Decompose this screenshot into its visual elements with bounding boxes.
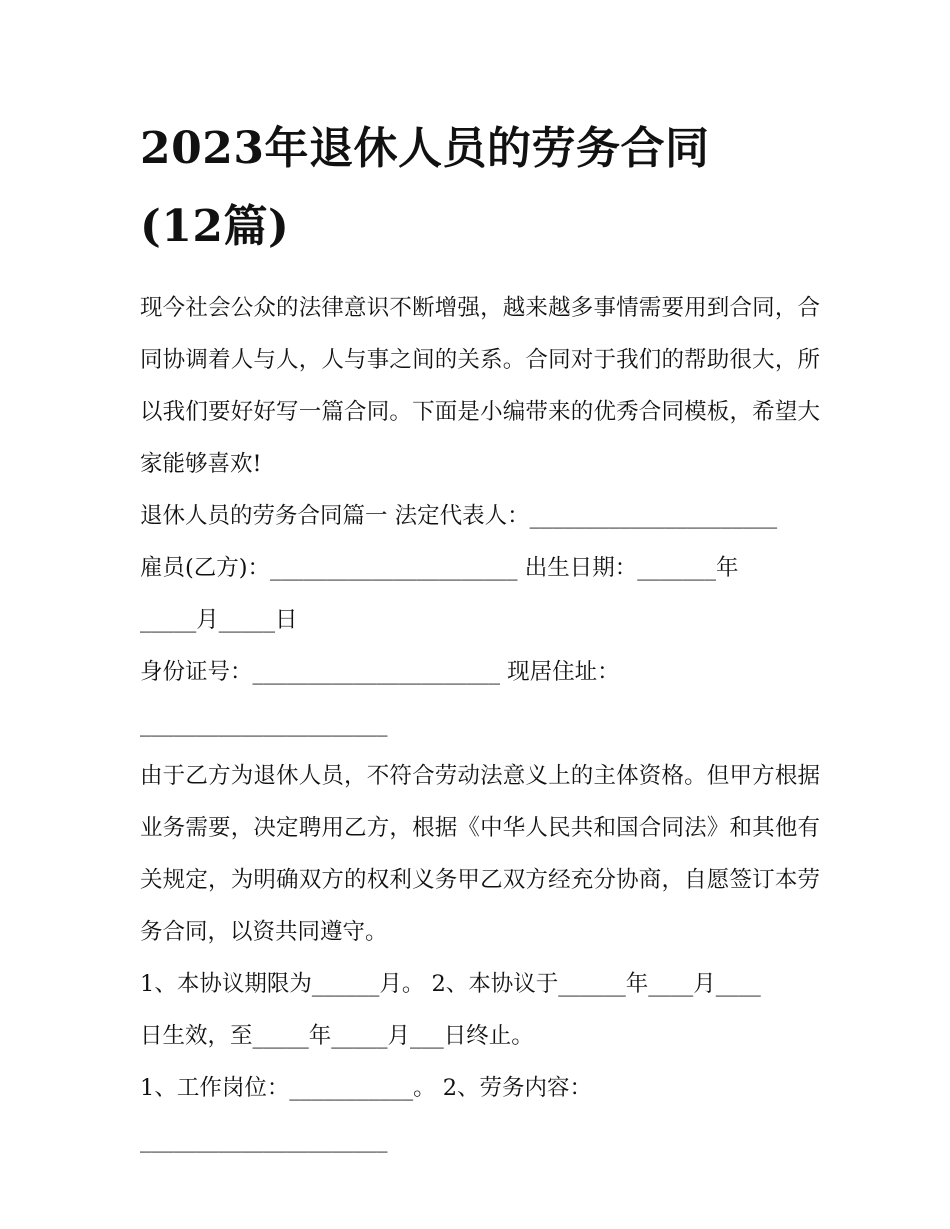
job-position-line: 1、工作岗位：___________。 2、劳务内容：: [140, 1075, 593, 1101]
id-address-line: 身份证号：______________________ 现居住址：: [140, 659, 620, 685]
legal-representative-line: 退休人员的劳务合同篇一 法定代表人：______________________: [140, 503, 778, 529]
body-paragraph: 由于乙方为退休人员，不符合劳动法意义上的主体资格。但甲方根据业务需要，决定聘用乙方，根据《中华人民共和国合同法》和其他有关规定，为明确双方的权利义务甲乙双方经充分协商，自愿签订本劳务合同，以资共同遵守。: [140, 763, 820, 945]
title-line-1: 2023年退休人员的劳务合同: [140, 123, 710, 174]
intro-paragraph: 现今社会公众的法律意识不断增强，越来越多事情需要用到合同，合同协调着人与人，人与事之间的关系。合同对于我们的帮助很大，所以我们要好好写一篇合同。下面是小编带来的优秀合同模板，希望大家能够喜欢!: [140, 295, 820, 477]
address-blank-line: ______________________: [140, 711, 388, 737]
job-content-blank-line: ______________________: [140, 1127, 388, 1153]
document-title: [140, 110, 820, 266]
term-period-line: 1、本协议期限为______月。 2、本协议于______年____月____: [140, 971, 761, 997]
birthdate-continuation-line: _____月_____日: [140, 607, 298, 633]
term-end-line: 日生效，至_____年_____月___日终止。: [140, 1023, 534, 1049]
employee-birthdate-line: 雇员(乙方)：______________________ 出生日期：_______年: [140, 555, 739, 581]
title-line-2: (12篇): [140, 201, 290, 252]
document-page: [140, 110, 820, 1166]
